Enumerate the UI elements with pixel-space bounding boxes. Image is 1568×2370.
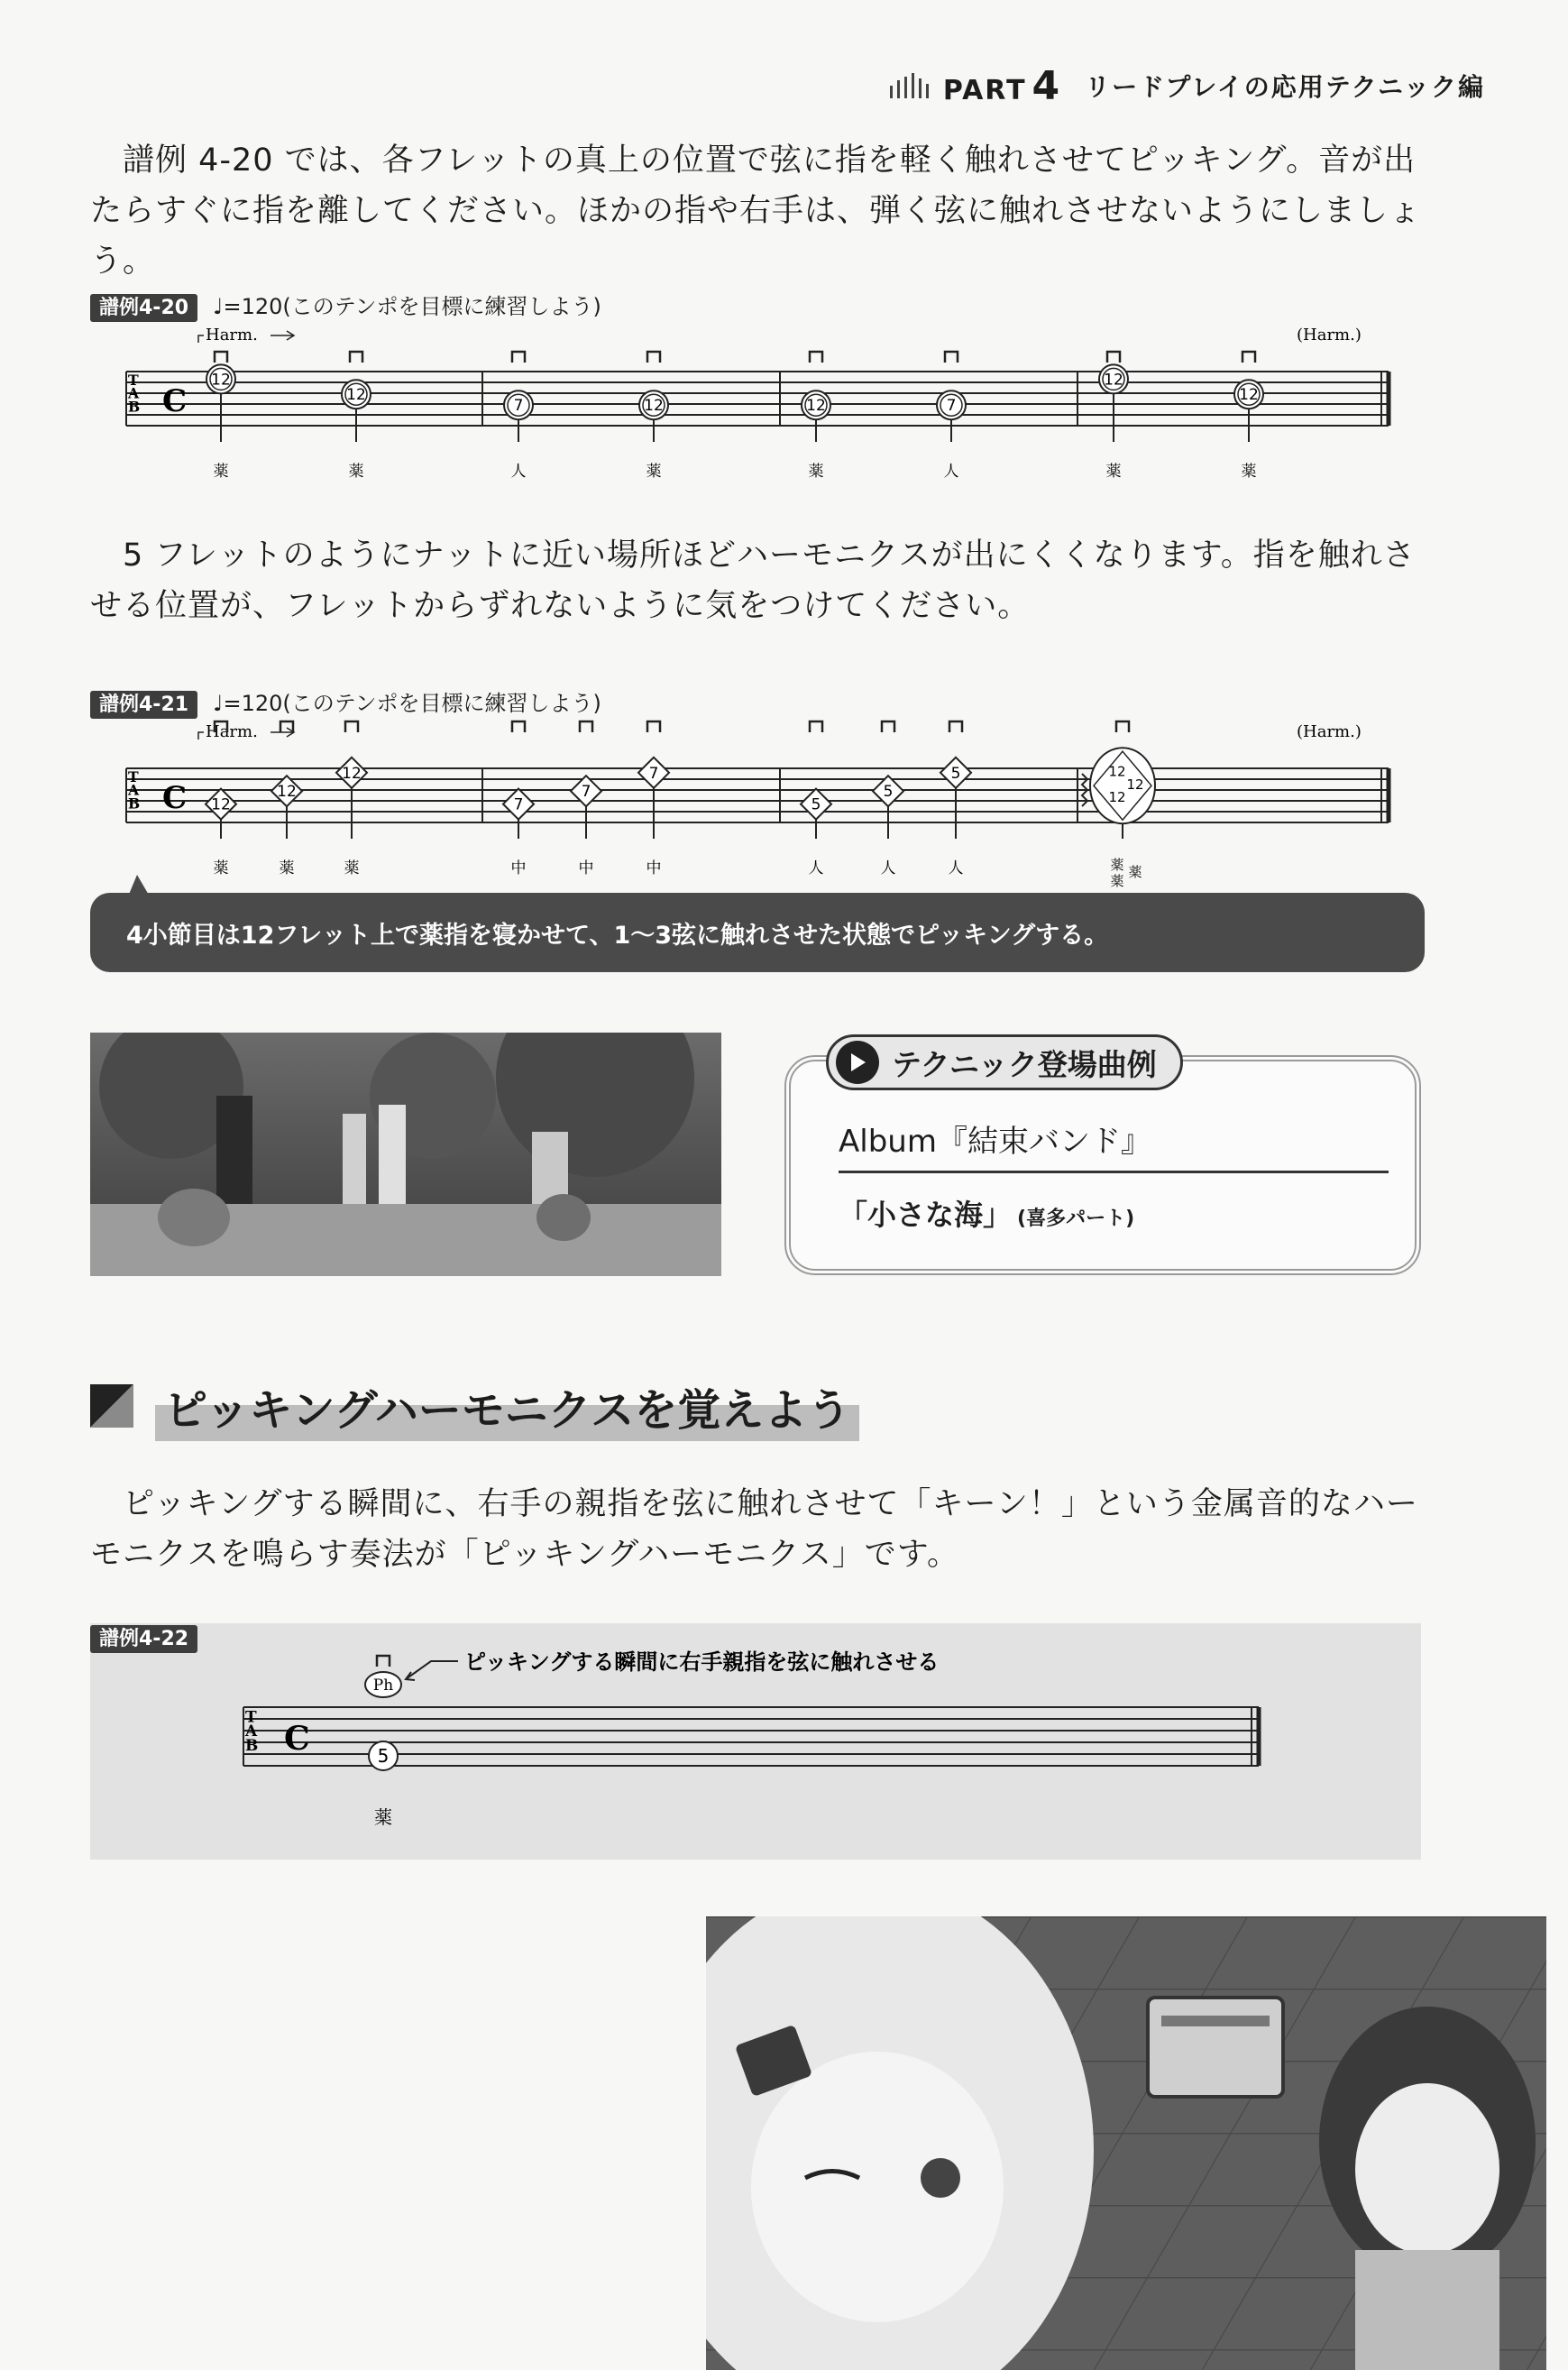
chord-fret: 12: [1108, 763, 1126, 780]
downstroke-icon: [345, 721, 358, 732]
downstroke-icon: [647, 721, 660, 732]
tab-letter: B: [128, 795, 141, 813]
tab-letter: A: [128, 384, 140, 402]
tab-letter: T: [128, 768, 139, 786]
tempo-mark: ♩=120(このテンポを目標に練習しよう): [213, 691, 601, 716]
finger-label: 薬: [213, 463, 229, 481]
technique-box-title: テクニック登場曲例: [892, 1046, 1157, 1082]
tab-letter: B: [128, 398, 141, 416]
finger-label: 薬: [1105, 463, 1122, 481]
fret-number: 7: [581, 783, 591, 802]
fret-number: 12: [211, 371, 231, 390]
fret-number: 12: [1239, 386, 1259, 405]
harm-start-label: Harm.: [206, 722, 258, 741]
example-label: 譜例4-22: [90, 1625, 197, 1653]
ph-mark: Ph: [372, 1676, 394, 1695]
finger-label: 人: [808, 859, 824, 877]
harm-bracket: [198, 732, 204, 739]
finger-label: 薬: [374, 1806, 392, 1828]
tab-letter: T: [245, 1707, 257, 1726]
fret-number: 5: [811, 795, 821, 814]
chord-harmonic-outline: [1090, 748, 1155, 823]
annotation-text: ピッキングする瞬間に右手親指を弦に触れさせる: [464, 1649, 940, 1675]
album-title: Album『結束バンド』: [839, 1124, 1151, 1160]
downstroke-icon: [512, 721, 525, 732]
tab-letter: A: [245, 1722, 258, 1741]
downstroke-icon: [647, 352, 660, 363]
finger-label: 中: [578, 859, 594, 877]
finger-label: 薬: [344, 859, 360, 877]
tab-letter: A: [128, 781, 140, 799]
finger-label: 薬: [808, 463, 824, 481]
tab-letter: B: [245, 1735, 259, 1754]
example-label: 譜例4-21: [90, 691, 197, 719]
downstroke-icon: [949, 721, 962, 732]
chord-fret: 12: [1108, 789, 1126, 806]
harm-arrow-icon: [271, 331, 294, 340]
downstroke-icon: [377, 1656, 390, 1667]
running-header: [890, 63, 1485, 108]
section-title: ピッキングハーモニクスを覚えよう: [155, 1372, 859, 1441]
paragraph-1: 譜例 4-20 では、各フレットの真上の位置で弦に指を軽く触れさせてピッキング。音が出たらすぐに指を離してください。ほかの指や右手は、弾く弦に触れさせないようにしましょう。: [90, 142, 1422, 280]
downstroke-icon: [945, 352, 958, 363]
downstroke-icon: [512, 352, 525, 363]
downstroke-icon: [215, 352, 227, 363]
tempo-mark: ♩=120(このテンポを目標に練習しよう): [213, 294, 601, 319]
song-title: 「小さな海」 (喜多パート): [839, 1198, 1135, 1232]
fret-number: 12: [211, 795, 231, 814]
fret-number: 12: [644, 397, 664, 416]
downstroke-icon: [882, 721, 894, 732]
downstroke-icon: [810, 721, 822, 732]
paragraph-2: 5 フレットのようにナットに近い場所ほどハーモニクスが出にくくなります。指を触れさせる位置が、フレットからずれないように気をつけてください。: [90, 537, 1416, 624]
downstroke-icon: [350, 352, 362, 363]
annotation-arrow-icon: [406, 1661, 458, 1680]
fret-number: 7: [513, 397, 524, 416]
downstroke-icon: [1242, 352, 1255, 363]
callout-note: 4小節目は12フレット上で薬指を寝かせて、1～3弦に触れさせた状態でピッキングする。: [90, 893, 1425, 972]
tab-letter: T: [128, 372, 139, 390]
fret-number: 7: [946, 397, 957, 416]
fret-number: 12: [277, 783, 297, 802]
tab-staff-4-20: [90, 316, 1425, 496]
tab-staff-4-21: [90, 712, 1425, 893]
finger-label: 薬: [279, 859, 295, 877]
part-label: PART 4: [942, 62, 1062, 109]
harm-arrow-icon: [271, 728, 294, 737]
technique-box-tab: [826, 1034, 1183, 1090]
section-mark-icon: [90, 1384, 133, 1428]
finger-label: 中: [646, 859, 662, 877]
time-signature: C: [162, 383, 188, 419]
fret-number: 7: [648, 764, 659, 783]
downstroke-icon: [1107, 352, 1120, 363]
finger-label: 薬: [213, 859, 229, 877]
time-signature: C: [284, 1720, 310, 1758]
fret-number: 12: [346, 386, 366, 405]
part-subtitle: リードプレイの応用テクニック編: [1085, 72, 1485, 102]
harm-end-label: (Harm.): [1297, 326, 1362, 344]
section-heading: [90, 1371, 859, 1441]
box-divider: [839, 1171, 1389, 1173]
fret-number: 12: [1104, 371, 1123, 390]
finger-label: 薬: [1241, 463, 1257, 481]
finger-label: 人: [948, 859, 964, 877]
fret-number: 12: [806, 397, 826, 416]
anime-still-characters: [706, 1916, 1546, 2370]
fret-number: 7: [513, 795, 524, 814]
downstroke-icon: [810, 352, 822, 363]
fret-number: 5: [950, 764, 961, 783]
header-bars-icon: [890, 73, 929, 98]
anime-still-park: [90, 1033, 721, 1276]
fret-number: 5: [883, 783, 894, 802]
downstroke-icon: [1116, 721, 1129, 732]
example-label: 譜例4-20: [90, 294, 197, 322]
fret-number: 5: [377, 1745, 390, 1767]
harm-bracket: [198, 335, 204, 343]
tab-staff-4-22: [90, 1623, 1421, 1860]
finger-label: 薬: [646, 463, 662, 481]
chord-finger-label: 薬: [1110, 873, 1124, 889]
harm-end-label: (Harm.): [1297, 722, 1362, 741]
downstroke-icon: [580, 721, 592, 732]
time-signature: C: [162, 780, 188, 816]
finger-label: 人: [510, 463, 527, 481]
harm-start-label: Harm.: [206, 326, 258, 344]
chord-fret: 12: [1126, 776, 1144, 793]
finger-label: 中: [510, 859, 527, 877]
play-icon: [836, 1041, 879, 1084]
paragraph-3: ピッキングする瞬間に、右手の親指を弦に触れさせて「キーン！」という金属音的なハーモニクスを鳴らす奏法が「ピッキングハーモニクス」です。: [90, 1486, 1418, 1573]
fret-number: 12: [342, 764, 362, 783]
finger-label: 人: [943, 463, 959, 481]
chord-finger-label: 薬: [1110, 857, 1124, 873]
chord-finger-label: 薬: [1128, 864, 1142, 880]
finger-label: 人: [880, 859, 896, 877]
finger-label: 薬: [348, 463, 364, 481]
